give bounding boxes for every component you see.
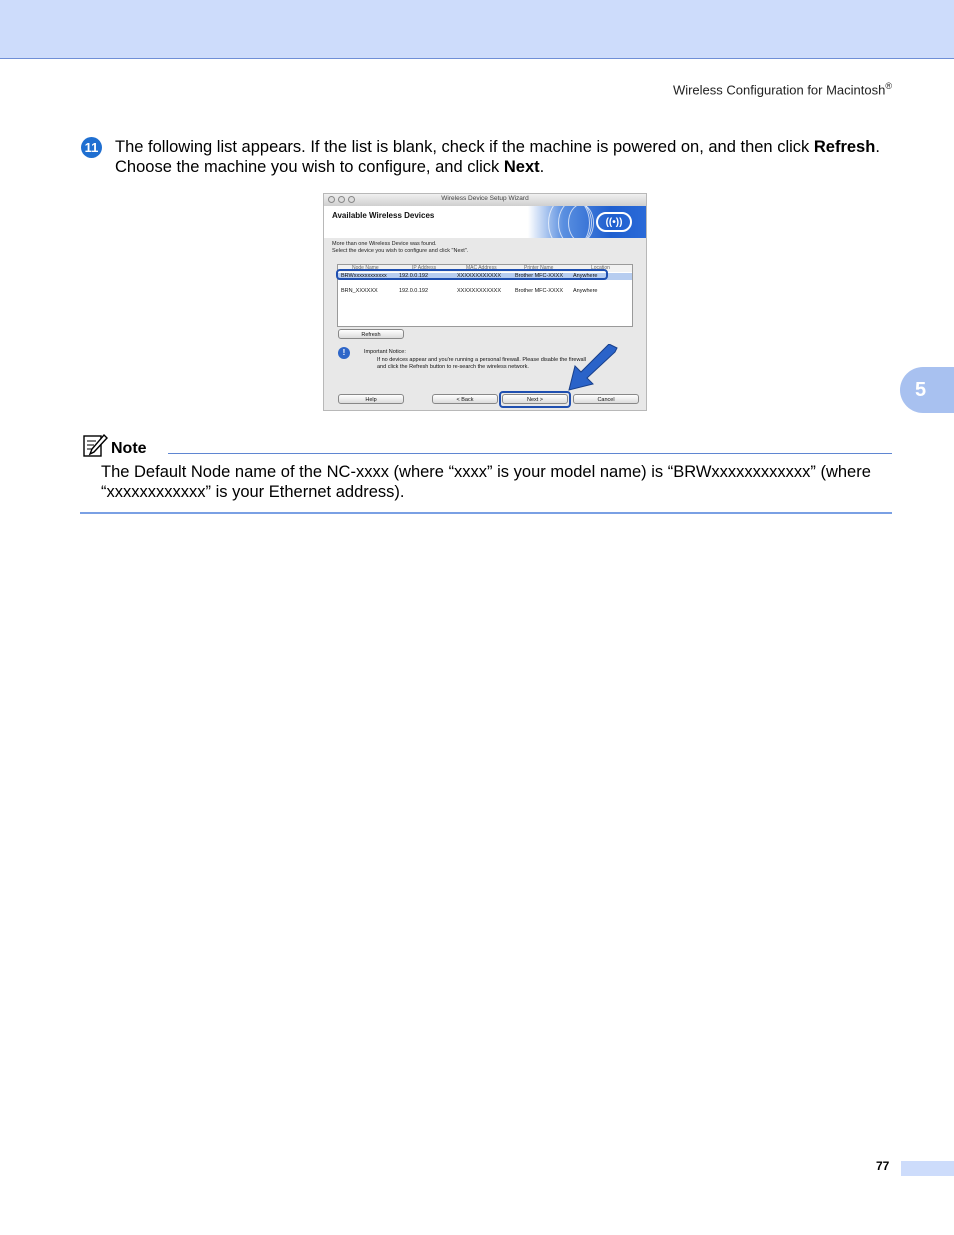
device-row[interactable]: BRN_XXXXXX 192.0.0.192 XXXXXXXXXXXX Brother MFC-XXXX Anywhere xyxy=(341,288,598,294)
pointer-arrow-icon xyxy=(565,344,621,394)
next-button[interactable]: Next > xyxy=(502,394,568,404)
note-pencil-icon xyxy=(82,433,108,459)
wireless-signal-icon: ((•)) xyxy=(596,212,632,232)
help-button[interactable]: Help xyxy=(338,394,404,404)
chapter-tab: 5 xyxy=(900,367,954,413)
step-instruction: The following list appears. If the list is blank, check if the machine is powered on, and then click Refresh. Choose the machine you wish to configure, and click Next. xyxy=(115,138,880,176)
refresh-button[interactable]: Refresh xyxy=(338,329,404,339)
page-number: 77 xyxy=(876,1159,890,1173)
page-number-tab xyxy=(901,1161,954,1176)
next-keyword: Next xyxy=(503,158,540,176)
device-list-header: Node Name IP Address MAC Address Printer Name Location xyxy=(338,265,632,272)
header-band xyxy=(0,0,954,59)
device-row-selected[interactable]: BRWxxxxxxxxxxxx 192.0.0.192 XXXXXXXXXXXX Brother MFC-XXXX Anywhere xyxy=(338,273,632,280)
dialog-message: More than one Wireless Device was found. Select the device you wish to configure and click "Next". xyxy=(332,241,469,254)
back-button[interactable]: < Back xyxy=(432,394,498,404)
window-title: Wireless Device Setup Wizard xyxy=(441,195,529,202)
wizard-screenshot xyxy=(323,193,647,411)
refresh-keyword: Refresh xyxy=(813,138,876,156)
running-header: Wireless Configuration for Macintosh® xyxy=(672,81,892,98)
note-body: The Default Node name of the NC-xxxx (where “xxxx” is your model name) is “BRWxxxxxxxxxxxx” (where “xxxxxxxxxxxx” is your Ethernet address). xyxy=(101,463,871,501)
next-button-callout xyxy=(499,391,571,408)
cancel-button[interactable]: Cancel xyxy=(573,394,639,404)
selected-row-callout xyxy=(336,269,608,280)
note-top-divider xyxy=(168,453,892,454)
info-icon: ! xyxy=(338,347,350,359)
dialog-heading: Available Wireless Devices xyxy=(332,211,435,220)
step-number-badge: 11 xyxy=(81,137,102,158)
note-bottom-divider xyxy=(80,512,892,514)
notice-text: If no devices appear and you're running a personal firewall. Please disable the firewall and click the Refresh button to re-search the wireless network. xyxy=(377,357,586,370)
note-title: Note xyxy=(111,440,147,457)
notice-title: Important Notice: xyxy=(364,349,406,355)
wireless-banner-graphic xyxy=(528,206,646,238)
